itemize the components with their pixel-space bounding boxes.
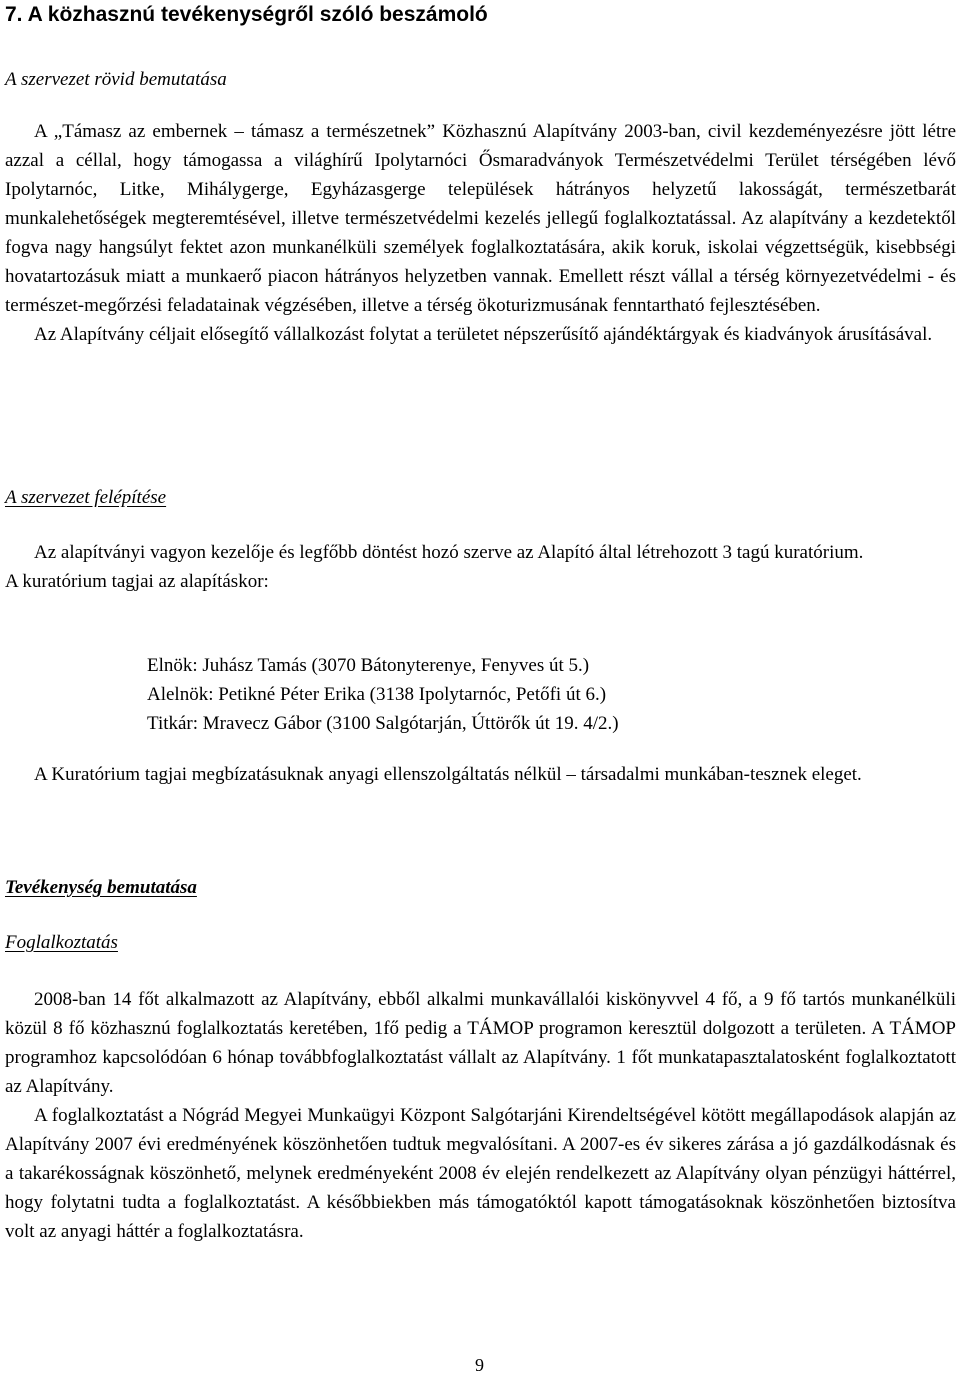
volunteer-paragraph: A Kuratórium tagjai megbízatásuknak anyagi ellenszolgáltatás nélkül – társadalmi munkában-tesznek eleget. [34, 764, 862, 785]
section-heading: 7. A közhasznú tevékenységről szóló beszámoló [5, 3, 488, 26]
intro-text-block [5, 117, 956, 349]
funding-paragraph: A foglalkoztatást a Nógrád Megyei Munkaügyi Központ Salgótarjáni Kirendeltségével kötött megállapodások alapján az Alapítvány 2007 évi eredményének köszönhetően tudtuk megvalósítani. A 2007-es év sikeres zárása a jó gazdálkodásnak és a takarékosságnak köszönhető, melynek eredményeként 2008 év elején rendelkezett az Alapítvány olyan pénzügyi háttérrel, hogy folytatni tudta a foglalkoztatást. A későbbiekben más támogatóktól kapott támogatásoknak köszönhetően biztosítva volt az anyagi háttér a foglalkoztatásra. [5, 1105, 956, 1242]
member-president: Elnök: Juhász Tamás (3070 Bátonyterenye, Fenyves út 5.) [147, 655, 590, 676]
employment-paragraph: 2008-ban 14 főt alkalmazott az Alapítvány, ebből alkalmi munkavállalói kiskönyvvel 4 fő, a 9 fő tartós munkanélküli közül 8 fő közhasznú foglalkoztatás keretében, 1fő pedig a TÁMOP programon keresztül dolgozott a területen. A TÁMOP programhoz kapcsolódóan 6 hónap továbbfoglalkoztatást vállalt az Alapítvány. 1 főt munkatapasztalatosként foglalkoztatott az Alapítvány. [5, 989, 956, 1097]
board-members-list [147, 651, 619, 738]
subheading-structure: A szervezet felépítése [5, 487, 167, 508]
member-secretary: Titkár: Mravecz Gábor (3100 Salgótarján, Úttörők út 19. 4/2.) [147, 713, 619, 734]
board-paragraph: Az alapítványi vagyon kezelője és legfőbb döntést hozó szerve az Alapító által létrehozott 3 tagú kuratórium. [34, 542, 864, 563]
intro-paragraph: A „Támasz az embernek – támasz a természetnek” Közhasznú Alapítvány 2003-ban, civil kezdeményezésre jött létre azzal a céllal, hogy támogassa a világhírű Ipolytarnóci Ősmaradványok Természetvédelmi Terület térségében lévő Ipolytarnóc, Litke, Mihálygerge, Egyházasgerge települések hátrányos helyzetű lakosságát, természetbarát munkalehetőségek megteremtésével, illetve természetvédelmi kezelés jellegű foglalkoztatással. Az alapítvány a kezdetektől fogva nagy hangsúlyt fektet azon munkanélküli személyek foglalkoztatására, akik koruk, iskolai végzettségük, kisebbségi hovatartozásuk miatt a munkaerő piacon hátrányos helyzetben vannak. Emellett részt vállal a térség környezetvédelmi - és természet-megőrzési feladatainak végzésében, illetve a térség ökoturizmusának fenntartható fejlesztésében. [5, 121, 956, 316]
subheading-employment: Foglalkoztatás [5, 932, 118, 953]
member-vice-president: Alelnök: Petikné Péter Erika (3138 Ipolytarnóc, Petőfi út 6.) [147, 684, 607, 705]
volunteer-text-block [5, 760, 956, 789]
employment-text-block [5, 985, 956, 1246]
founding-members-intro: A kuratórium tagjai az alapításkor: [5, 571, 269, 592]
structure-text-block [5, 538, 956, 596]
subheading-activities: Tevékenység bemutatása [5, 877, 197, 898]
business-paragraph: Az Alapítvány céljait elősegítő vállalkozást folytat a területet népszerűsítő ajándéktárgyak és kiadványok árusításával. [34, 324, 933, 345]
page-number: 9 [475, 1355, 484, 1375]
subheading-short-intro: A szervezet rövid bemutatása [5, 69, 227, 90]
